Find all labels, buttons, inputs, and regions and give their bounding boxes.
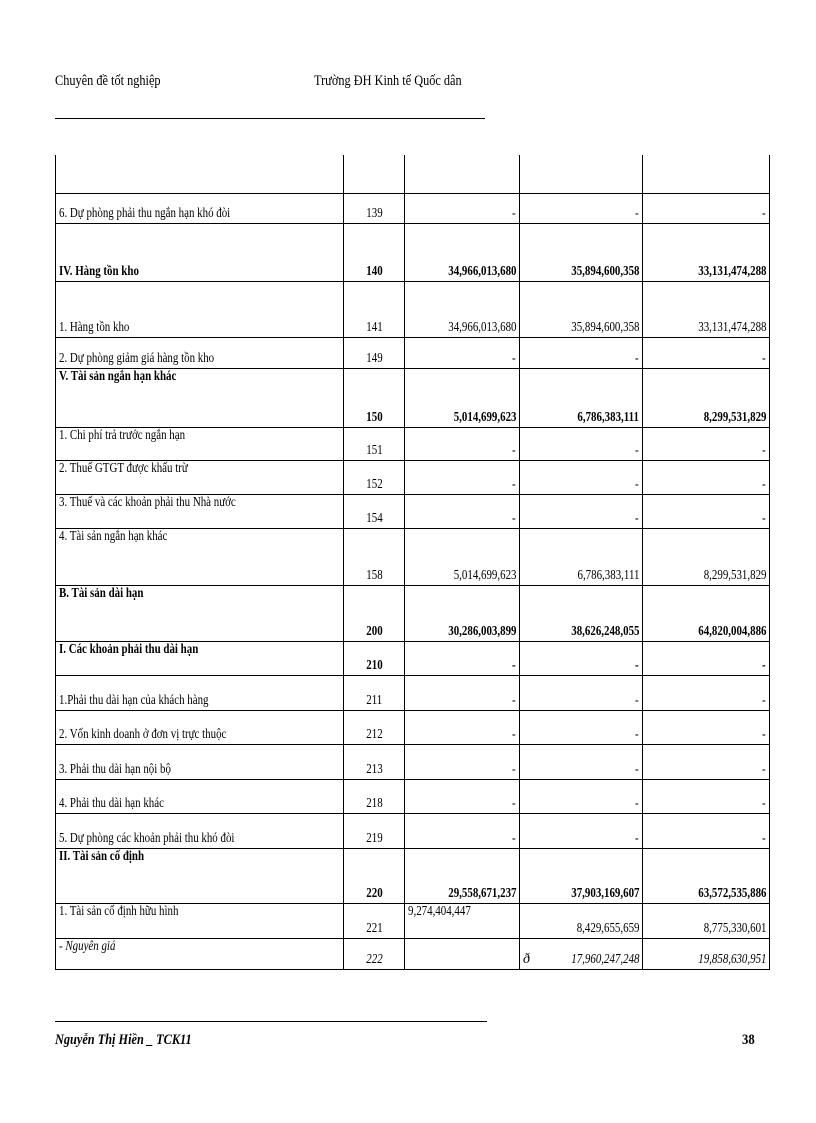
table-row <box>56 710 770 744</box>
row-value-1: 5,014,699,623 <box>405 368 520 427</box>
row-label: B. Tài sản dài hạn <box>56 585 344 641</box>
row-value-3: - <box>643 744 770 779</box>
row-value-1: - <box>405 710 520 744</box>
row-value-3: 19,858,630,951 <box>643 938 770 969</box>
row-code: 221 <box>344 903 405 938</box>
row-label: 1. Tài sản cố định hữu hình <box>56 903 344 938</box>
document-header-left: Chuyên đề tốt nghiệp <box>55 73 161 89</box>
row-label: 2. Dự phòng giảm giá hàng tồn kho <box>56 337 344 368</box>
row-value-1: 34,966,013,680 <box>405 281 520 337</box>
row-code: 149 <box>344 337 405 368</box>
row-label: 5. Dự phòng các khoản phải thu khó đòi <box>56 813 344 848</box>
table-row <box>56 528 770 585</box>
row-label: 6. Dự phòng phải thu ngắn hạn khó đòi <box>56 193 344 223</box>
row-value-2: 6,786,383,111 <box>520 528 643 585</box>
row-label: 1.Phải thu dài hạn của khách hàng <box>56 675 344 710</box>
row-value-1: - <box>405 641 520 675</box>
row-label: 4. Tài sản ngắn hạn khác <box>56 528 344 585</box>
row-value-3: - <box>643 193 770 223</box>
row-value-3: 63,572,535,886 <box>643 848 770 903</box>
row-value-2: 35,894,600,358 <box>520 223 643 281</box>
row-label: 4. Phải thu dài hạn khác <box>56 779 344 813</box>
row-label: 3. Thuế và các khoản phải thu Nhà nước <box>56 494 344 528</box>
row-value-3: - <box>643 494 770 528</box>
row-value-1: - <box>405 427 520 460</box>
row-value-3: - <box>643 675 770 710</box>
row-value-2: 38,626,248,055 <box>520 585 643 641</box>
row-value-1: - <box>405 813 520 848</box>
table-row <box>56 281 770 337</box>
row-value-1: 34,966,013,680 <box>405 223 520 281</box>
row-value-2: - <box>520 641 643 675</box>
row-value-1: - <box>405 494 520 528</box>
table-row <box>56 641 770 675</box>
table-row <box>56 427 770 460</box>
row-value-1: - <box>405 460 520 494</box>
table-row <box>56 585 770 641</box>
row-value-2: - <box>520 813 643 848</box>
row-code: 150 <box>344 368 405 427</box>
row-label: V. Tài sản ngắn hạn khác <box>56 368 344 427</box>
row-value-3: 8,299,531,829 <box>643 528 770 585</box>
row-value-2-prefix: ð <box>523 951 530 967</box>
row-value-2: 35,894,600,358 <box>520 281 643 337</box>
table-row-continuation <box>56 155 770 193</box>
row-value-3: - <box>643 641 770 675</box>
row-code: 151 <box>344 427 405 460</box>
row-code: 210 <box>344 641 405 675</box>
header-divider <box>55 118 485 119</box>
row-label: - Nguyên giá <box>56 938 344 969</box>
row-code: 139 <box>344 193 405 223</box>
row-value-2: - <box>520 193 643 223</box>
row-code: 154 <box>344 494 405 528</box>
row-value-3: - <box>643 337 770 368</box>
row-value-3: - <box>643 427 770 460</box>
footer-divider <box>55 1021 487 1022</box>
row-code: 152 <box>344 460 405 494</box>
footer-author: Nguyễn Thị Hiền _ TCK11 <box>55 1032 192 1048</box>
row-value-2: 37,903,169,607 <box>520 848 643 903</box>
row-value-3: 8,775,330,601 <box>643 903 770 938</box>
row-value-2: - <box>520 460 643 494</box>
row-code: 140 <box>344 223 405 281</box>
row-value-2: ð 17,960,247,248 <box>520 938 643 969</box>
row-value-2: - <box>520 744 643 779</box>
row-value-2: - <box>520 779 643 813</box>
row-value-3: 33,131,474,288 <box>643 281 770 337</box>
row-value-1: 30,286,003,899 <box>405 585 520 641</box>
table-row <box>56 744 770 779</box>
row-value-2: - <box>520 675 643 710</box>
row-value-2: 8,429,655,659 <box>520 903 643 938</box>
row-value-1: 5,014,699,623 <box>405 528 520 585</box>
table-row <box>56 848 770 903</box>
table-row <box>56 903 770 938</box>
row-value-2: 6,786,383,111 <box>520 368 643 427</box>
row-value-3: - <box>643 460 770 494</box>
table-row <box>56 223 770 281</box>
row-value-3: - <box>643 779 770 813</box>
table-row <box>56 337 770 368</box>
row-value-3: - <box>643 710 770 744</box>
row-label: 2. Vốn kinh doanh ở đơn vị trực thuộc <box>56 710 344 744</box>
row-value-3: 33,131,474,288 <box>643 223 770 281</box>
row-code: 222 <box>344 938 405 969</box>
table-row <box>56 494 770 528</box>
table-row <box>56 368 770 427</box>
row-code: 219 <box>344 813 405 848</box>
page-number: 38 <box>742 1032 755 1048</box>
row-value-3: 8,299,531,829 <box>643 368 770 427</box>
row-value-2: - <box>520 427 643 460</box>
row-value-1: - <box>405 193 520 223</box>
row-label: 1. Hàng tồn kho <box>56 281 344 337</box>
balance-sheet-table <box>55 155 770 970</box>
row-code: 212 <box>344 710 405 744</box>
row-label: II. Tài sản cố định <box>56 848 344 903</box>
table-row <box>56 938 770 969</box>
table-row <box>56 460 770 494</box>
row-value-3: - <box>643 813 770 848</box>
row-code: 211 <box>344 675 405 710</box>
row-value-2: - <box>520 710 643 744</box>
table-row <box>56 193 770 223</box>
row-label: 1. Chi phí trả trước ngắn hạn <box>56 427 344 460</box>
row-label: I. Các khoản phải thu dài hạn <box>56 641 344 675</box>
row-code: 220 <box>344 848 405 903</box>
row-value-1: - <box>405 337 520 368</box>
row-value-2: - <box>520 337 643 368</box>
row-value-1: - <box>405 779 520 813</box>
row-code: 200 <box>344 585 405 641</box>
document-header-right: Trường ĐH Kinh tế Quốc dân <box>314 73 462 89</box>
row-value-1: 9,274,404,447 <box>405 903 520 938</box>
row-value-1 <box>405 938 520 969</box>
row-value-1: 29,558,671,237 <box>405 848 520 903</box>
row-label: IV. Hàng tồn kho <box>56 223 344 281</box>
row-code: 158 <box>344 528 405 585</box>
row-value-1: - <box>405 744 520 779</box>
row-value-1: - <box>405 675 520 710</box>
table-row <box>56 675 770 710</box>
row-value-2: - <box>520 494 643 528</box>
row-value-3: 64,820,004,886 <box>643 585 770 641</box>
table-row <box>56 813 770 848</box>
row-code: 218 <box>344 779 405 813</box>
row-label: 2. Thuế GTGT được khấu trừ <box>56 460 344 494</box>
table-row <box>56 779 770 813</box>
row-code: 141 <box>344 281 405 337</box>
row-label: 3. Phải thu dài hạn nội bộ <box>56 744 344 779</box>
row-code: 213 <box>344 744 405 779</box>
